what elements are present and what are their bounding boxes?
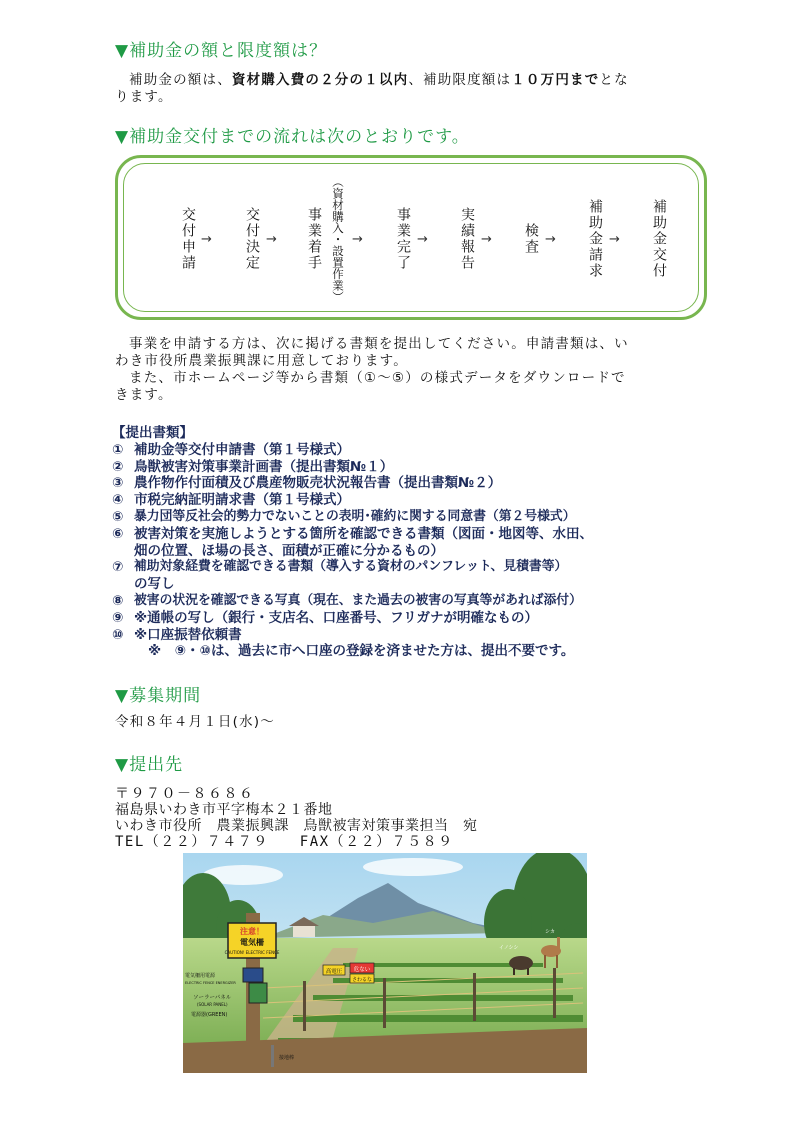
document-item: ④ 市税完納証明請求書（第１号様式）: [112, 492, 350, 509]
farm-scene-svg: [183, 853, 587, 1073]
amount-text-mid: 、補助限度額は: [408, 72, 512, 88]
document-item: ⑨ ※通帳の写し（銀行・支店名、口座番号、フリガナが明確なもの）: [112, 609, 538, 626]
document-item: ③ 農作物作付面積及び農産物販売状況報告書（提出書類№２）: [112, 475, 502, 492]
document-item: ① 補助金等交付申請書（第１号様式）: [112, 441, 350, 458]
document-item: ⑩ ※口座振替依頼書: [112, 626, 242, 643]
flow-arrow-6: →: [545, 232, 556, 247]
documents-note: ※ ⑨・⑩は、過去に市へ口座の登録を済ませた方は、提出不要です。: [148, 643, 575, 660]
flow-step-decision: 交付決定: [244, 207, 260, 271]
submit-heading: ▼提出先: [115, 755, 184, 775]
svg-text:危ない: 危ない: [353, 967, 371, 973]
flow-arrow-7: →: [609, 232, 620, 247]
flow-step-application: 交付申請: [180, 207, 196, 271]
submit-address: 福島県いわき市平字梅本２１番地: [115, 802, 333, 818]
submit-postal: 〒９７０－８６８６: [115, 786, 255, 802]
flow-heading: ▼補助金交付までの流れは次のとおりです。: [115, 127, 470, 147]
flow-arrow-3: →: [352, 232, 363, 247]
caution-sign-title2: 電気柵: [240, 938, 264, 947]
period-text: 令和８年４月１日(水)～: [115, 714, 275, 730]
flow-step-complete: 事業完了: [395, 207, 411, 271]
svg-text:高電圧: 高電圧: [325, 969, 343, 975]
flow-arrow-2: →: [266, 232, 277, 247]
label-energizer-en: ELECTRIC FENCE ENERGIZER: [185, 981, 236, 985]
flow-step-report: 実績報告: [459, 207, 475, 271]
label-ground: 接地棒: [279, 1055, 295, 1061]
label-deer: シカ: [545, 929, 556, 935]
label-solar: ソーラーパネル: [193, 995, 232, 1001]
amount-text: [115, 72, 695, 106]
flow-step-inspection: 検査: [523, 223, 539, 255]
document-item-cont: 畑の位置、ほ場の長さ、面積が正確に分かるもの）: [134, 542, 444, 559]
amount-heading: ▼補助金の額と限度額は？: [115, 41, 328, 61]
label-boar: イノシシ: [499, 945, 519, 951]
document-item: ⑦ 補助対象経費を確認できる書類（導入する資材のパンフレット、見積書等）: [112, 559, 568, 576]
submit-office: いわき市役所 農業振興課 鳥獣被害対策事業担当 宛: [115, 818, 478, 834]
amount-text-pre: 補助金の額は、: [129, 72, 232, 88]
amount-text-post: とな: [599, 72, 629, 88]
intro-text: [115, 336, 695, 404]
flow-arrow-4: →: [417, 232, 428, 247]
documents-title: 【提出書類】: [112, 425, 193, 441]
document-item: ⑧ 被害の状況を確認できる写真（現在、また過去の被害の写真等があれば添付）: [112, 592, 582, 609]
flow-step-start: 事業着手: [306, 207, 322, 271]
intro-line1: 事業を申請する方は、次に掲げる書類を提出してください。申請書類は、い: [129, 336, 629, 352]
caution-sign-sub: CAUTION! ELECTRIC FENCE: [224, 950, 280, 955]
amount-text-bold2: １０万円まで: [511, 72, 600, 88]
svg-text:さわるな: さわるな: [351, 977, 373, 983]
flow-arrow-5: →: [481, 232, 492, 247]
document-item: ⑤ 暴力団等反社会的勢力でないことの表明･確約に関する同意書（第２号様式）: [112, 508, 576, 525]
intro-line2: わき市役所農業振興課に用意しております。: [115, 353, 408, 369]
label-energizer: 電気柵用電源: [185, 973, 216, 979]
flow-step-start-note: （資材購入・設置作業）: [331, 176, 345, 303]
document-item: ② 鳥獣被害対策事業計画書（提出書類№１）: [112, 458, 394, 475]
documents-list: [112, 425, 712, 660]
energizer-box: [249, 983, 267, 1003]
caution-sign-title: 注意！: [240, 927, 264, 936]
document-item-cont: の写し: [134, 576, 175, 593]
intro-line4: きます。: [115, 387, 173, 403]
flow-step-claim: 補助金請求: [587, 199, 603, 279]
amount-text-line2: ります。: [115, 89, 173, 105]
document-item: ⑥ 被害対策を実施しようとする箇所を確認できる書類（図面・地図等、水田、: [112, 525, 593, 542]
intro-line3: また、市ホームページ等から書類（①～⑤）の様式データをダウンロードで: [129, 370, 626, 386]
submit-contact: TEL（２２）７４７９ FAX（２２）７５８９: [115, 834, 454, 850]
electric-fence-illustration: [183, 853, 587, 1073]
ground-rod: [271, 1045, 274, 1067]
flow-arrow-1: →: [201, 232, 212, 247]
label-solar-en: (SOLAR PANEL): [197, 1002, 228, 1007]
label-lamp: 電源器(GREEN): [191, 1012, 228, 1018]
period-heading: ▼募集期間: [115, 686, 202, 706]
solar-panel: [243, 968, 263, 982]
flow-step-grant: 補助金交付: [651, 199, 667, 279]
amount-text-bold1: 資材購入費の２分の１以内: [231, 72, 409, 88]
